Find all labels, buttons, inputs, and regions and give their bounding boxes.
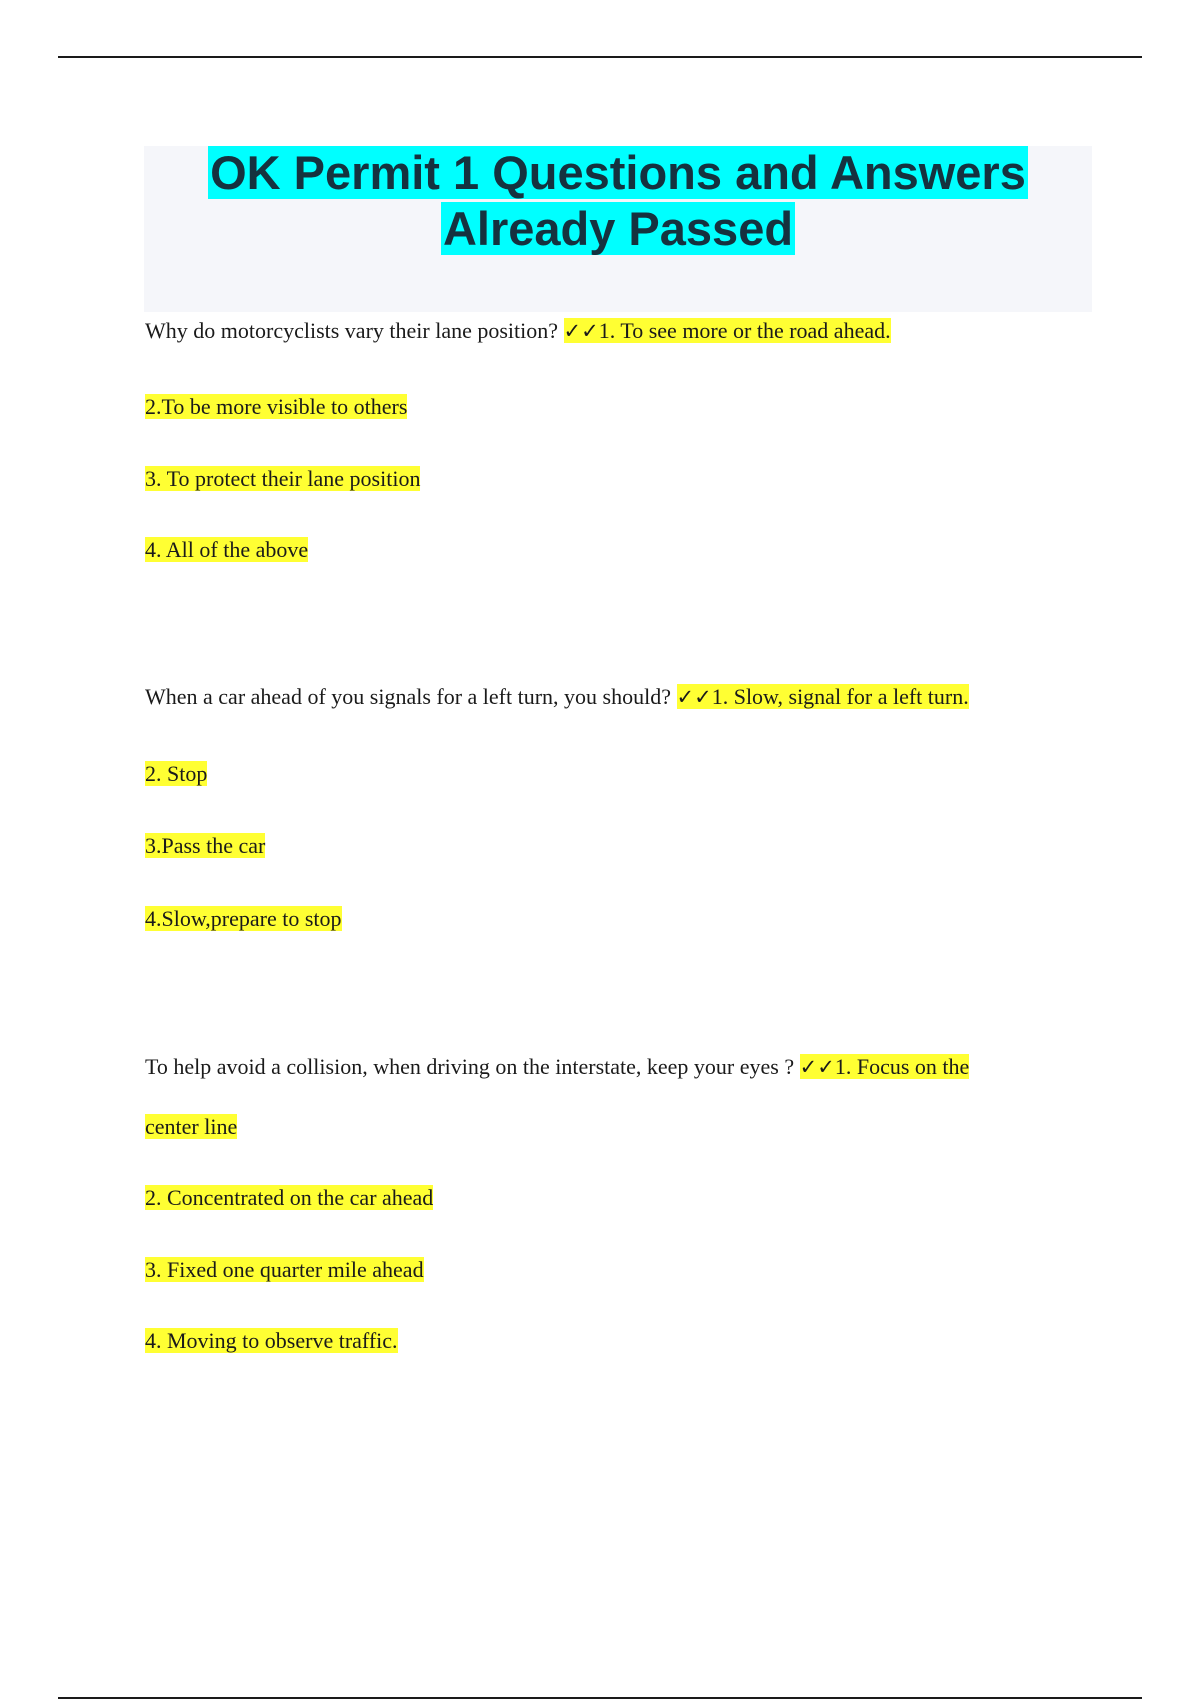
page-title — [144, 145, 1092, 257]
question-3 — [145, 1052, 969, 1082]
question-2-option-4 — [145, 904, 342, 934]
answer-option-1: 1. Focus on the — [834, 1054, 970, 1079]
double-check-icon: ✓✓ — [676, 685, 712, 709]
question-text: Why do motorcyclists vary their lane position? — [145, 318, 564, 343]
answer-option-1: 1. Slow, signal for a left turn. — [711, 684, 969, 709]
title-line-2: Already Passed — [442, 202, 794, 255]
answer-option-1: 1. To see more or the road ahead. — [598, 318, 891, 343]
question-2 — [145, 682, 969, 712]
question-3-option-2 — [145, 1183, 433, 1213]
answer-option-2: 2.To be more visible to others — [145, 394, 408, 419]
answer-option-4: 4.Slow,prepare to stop — [145, 906, 342, 931]
question-1 — [145, 316, 891, 346]
answer-option-2: 2. Stop — [145, 761, 208, 786]
question-text: When a car ahead of you signals for a left turn, you should? — [145, 684, 677, 709]
answer-option-4: 4. All of the above — [145, 537, 309, 562]
question-text: To help avoid a collision, when driving on the interstate, keep your eyes ? — [145, 1054, 800, 1079]
answer-highlight — [564, 318, 891, 343]
question-3-option-1-cont — [145, 1112, 237, 1142]
answer-highlight — [677, 684, 969, 709]
double-check-icon: ✓✓ — [799, 1055, 835, 1079]
answer-option-3: 3. Fixed one quarter mile ahead — [145, 1257, 424, 1282]
bottom-rule — [58, 1697, 1142, 1699]
answer-option-2: 2. Concentrated on the car ahead — [145, 1185, 434, 1210]
answer-option-4: 4. Moving to observe traffic. — [145, 1328, 398, 1353]
question-1-option-4 — [145, 535, 308, 565]
answer-option-1-continued: center line — [145, 1114, 238, 1139]
question-1-option-3 — [145, 464, 420, 494]
double-check-icon: ✓✓ — [563, 319, 599, 343]
answer-option-3: 3. To protect their lane position — [145, 466, 421, 491]
answer-option-3: 3.Pass the car — [145, 833, 266, 858]
question-2-option-2 — [145, 759, 207, 789]
question-2-option-3 — [145, 831, 265, 861]
question-1-option-2 — [145, 392, 407, 422]
question-3-option-3 — [145, 1255, 424, 1285]
answer-highlight — [800, 1054, 970, 1079]
title-line-1: OK Permit 1 Questions and Answers — [210, 146, 1026, 199]
top-rule — [58, 56, 1142, 58]
question-3-option-4 — [145, 1326, 398, 1356]
